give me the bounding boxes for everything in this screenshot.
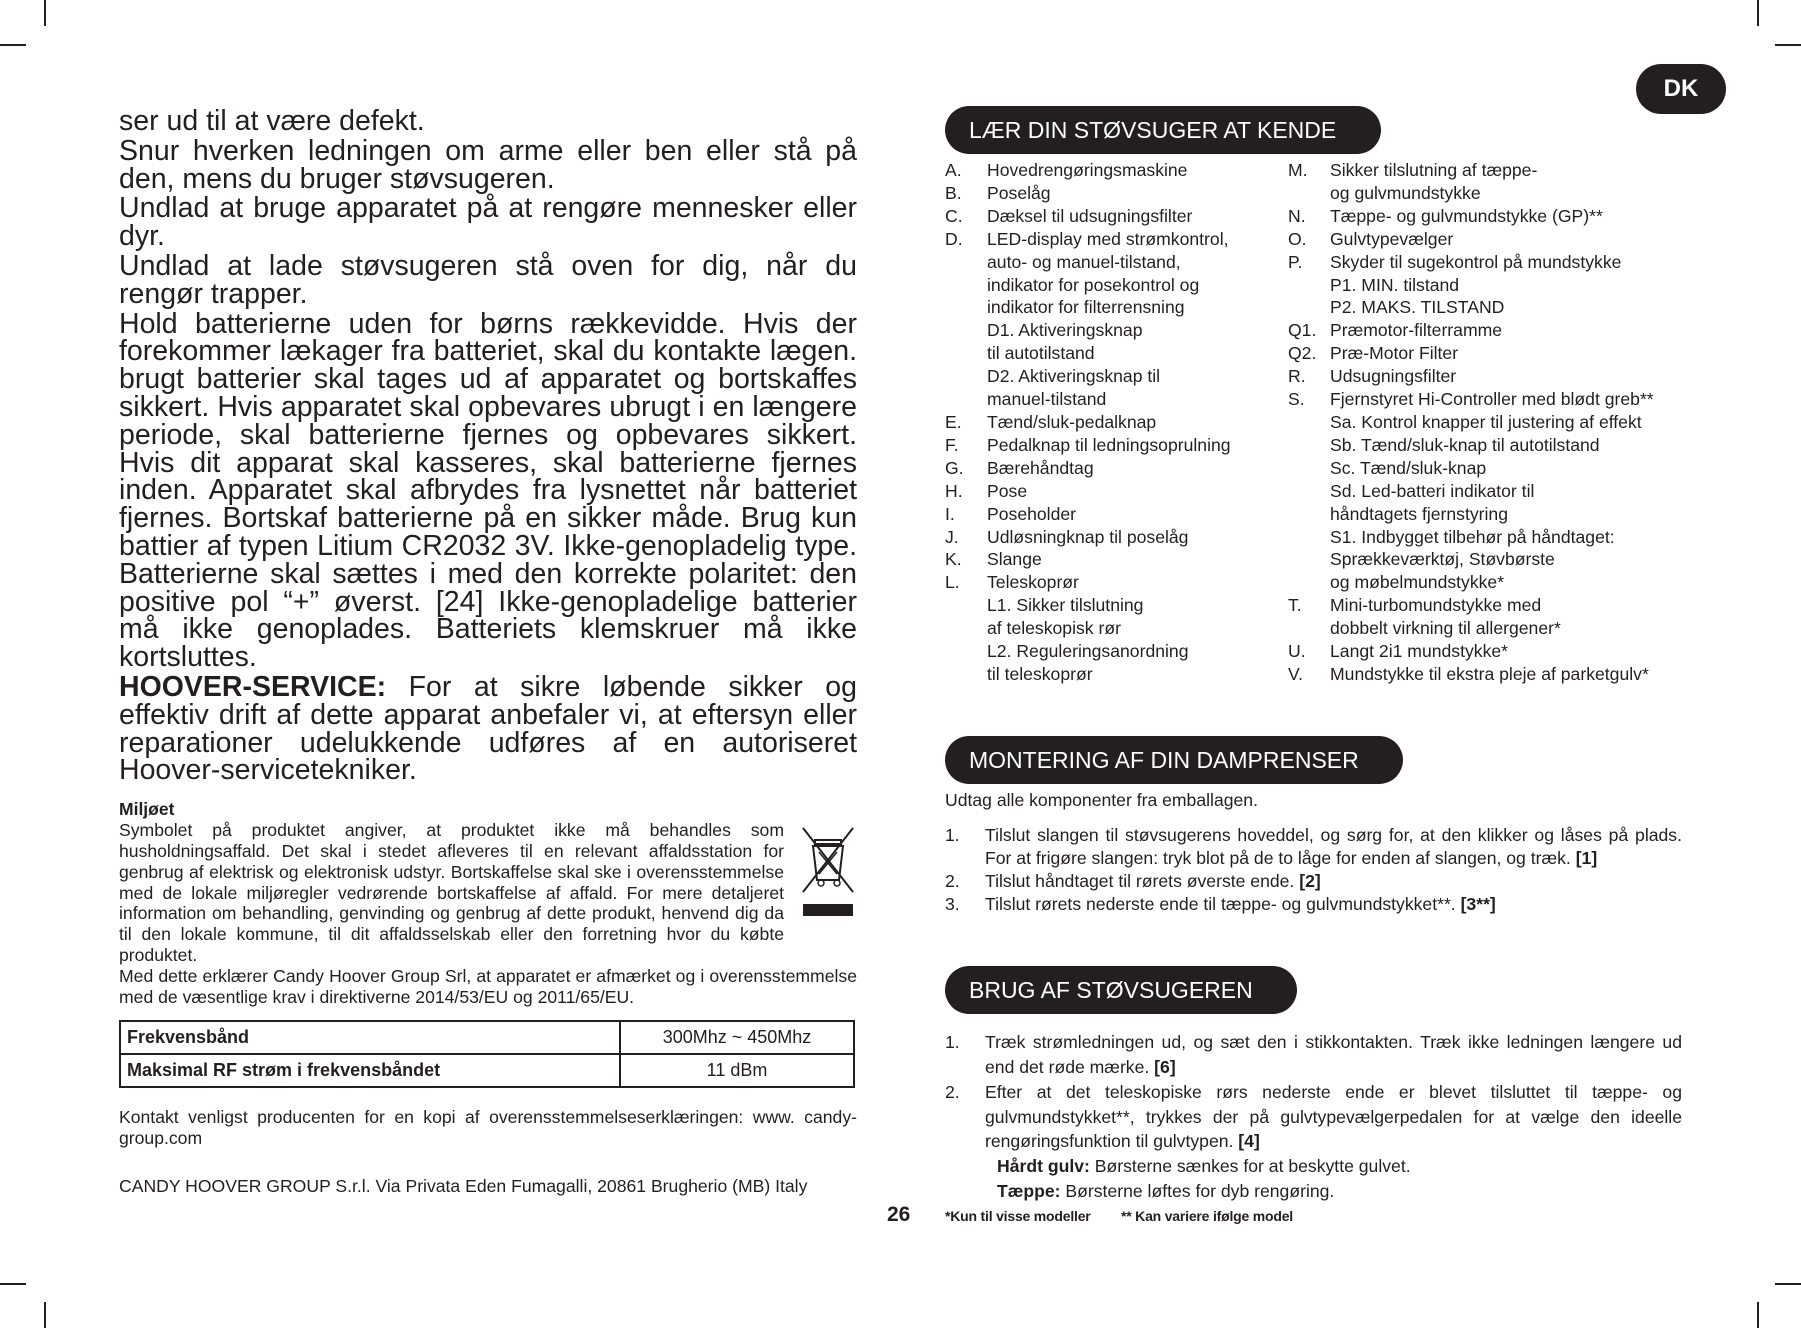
weee-crossed-bin-icon: [799, 824, 857, 924]
list-item: manuel-tilstand: [987, 389, 1107, 410]
list-item: E. Tænd/sluk-pedalknap: [945, 411, 1157, 432]
list-item: indikator for posekontrol og: [987, 274, 1200, 295]
paragraph: Hold batterierne uden for børns rækkevidde. Hvis der forekommer lækager fra batteriet, skal du kontakte lægen. brugt batterier skal tages ud af apparatet og bortskaffes sikkert. Hvis apparatet skal opbevares ubrugt i en længere periode, skal batterierne fjernes og opbevares sikkert. Hvis dit apparat skal kasseres, skal batterierne fjernes inden. Apparatet skal afbrydes fra lysnettet når batteriet fjernes. Bortskaf batterierne på en sikker måde. Brug kun battier af typen Litium CR2032 3V. Ikke-genopladelig type. Batterierne skal sættes i med den korrekte polaritet: den positive pol “+” øverst. [24] Ikke-genopladelige batterier må ikke genoplades. Batteriets klemskruer må ikke kortsluttes.: [119, 307, 857, 674]
contact-text: Kontakt venligst producenten for en kopi af overensstemmelseserklæringen: www. candy-group.com: [119, 1107, 857, 1149]
section-title-know-your-vacuum: LÆR DIN STØVSUGER AT KENDE: [945, 106, 1381, 154]
list-item: til teleskoprør: [987, 663, 1093, 684]
left-column: [119, 105, 857, 1197]
usage-steps: [945, 1030, 1682, 1204]
section-title-usage: BRUG AF STØVSUGEREN: [945, 966, 1297, 1014]
declaration-text: Med dette erklærer Candy Hoover Group Srl, at apparatet er afmærket og i overensstemmelse med de væsentlige krav i direktiverne 2014/53/EU og 2011/65/EU.: [119, 965, 857, 1007]
list-item: B. Poselåg: [945, 182, 1051, 203]
list-item: L1. Sikker tilslutning: [987, 595, 1144, 616]
list-item: og gulvmundstykke: [1330, 182, 1481, 203]
list-item: N. Tæppe- og gulvmundstykke (GP)**: [1288, 205, 1603, 226]
paragraph: Undlad at lade støvsugeren stå oven for dig, når du rengør trapper.: [119, 249, 857, 310]
list-item: 1. Træk strømledningen ud, og sæt den i stikkontakten. Træk ikke ledningen længere ud end det røde mærke. [6]: [945, 1032, 1682, 1077]
assembly-intro: Udtag alle komponenter fra emballagen.: [945, 790, 1258, 810]
list-item: L. Teleskoprør: [945, 572, 1079, 593]
rf-value: 11 dBm: [620, 1054, 854, 1087]
list-item: af teleskopisk rør: [987, 618, 1121, 639]
service-paragraph: [119, 670, 857, 787]
list-item: A. Hovedrengøringsmaskine: [945, 160, 1188, 180]
list-item: T. Mini-turbomundstykke med: [1288, 595, 1542, 616]
list-item: 1. Tilslut slangen til støvsugerens hoveddel, og sørg for, at den klikker og låses på plads. For at frigøre slangen: tryk blot på de to låge for enden af slangen, og træk. [1]: [945, 825, 1682, 868]
list-item: D. LED-display med strømkontrol,: [945, 228, 1229, 249]
paragraph: Undlad at bruge apparatet på at rengøre mennesker eller dyr.: [119, 192, 857, 253]
service-text: For at sikre løbende sikker og effektiv drift af dette apparat anbefaler vi, at eftersyn eller reparationer udelukkende udføres af en autoriseret Hoover-servicetekniker.: [119, 670, 857, 787]
list-item: Q1. Præmotor-filterramme: [1288, 320, 1503, 341]
parts-list-col2: [1288, 159, 1688, 686]
list-item: Sb. Tænd/sluk-knap til autotilstand: [1330, 434, 1600, 455]
list-item: 2. Tilslut håndtaget til rørets øverste ende. [2]: [945, 871, 1321, 891]
list-item: H. Pose: [945, 480, 1028, 501]
environment-block: [119, 820, 857, 966]
list-item: Q2. Præ-Motor Filter: [1288, 343, 1459, 364]
paragraph: Snur hverken ledningen om arme eller ben eller stå på den, mens du bruger støvsugeren.: [119, 134, 857, 195]
footnote-some-models: *Kun til visse modeller: [945, 1208, 1091, 1224]
list-item: P. Skyder til sugekontrol på mundstykke: [1288, 251, 1622, 272]
rf-table: [119, 1020, 855, 1088]
list-item: K. Slange: [945, 549, 1042, 570]
list-item: C. Dæksel til udsugningsfilter: [945, 205, 1193, 226]
list-item: Sprækkeværktøj, Støvbørste: [1330, 549, 1555, 570]
table-row: [120, 1021, 854, 1054]
list-item: og møbelmundstykke*: [1330, 572, 1505, 593]
list-item: D2. Aktiveringsknap til: [987, 366, 1161, 387]
list-item: 2. Efter at det teleskopiske rørs nederste ende er blevet tilsluttet til tæppe- og gulvmundstykket**, trykkes der på gulvtypevælgerpedalen for at vælge den ideelle rengøringsfunktion til gulvtypen. [4]: [945, 1082, 1682, 1151]
parts-list-col1: [945, 159, 1275, 686]
list-item: L2. Reguleringsanordning: [987, 641, 1189, 662]
rf-value: 300Mhz ~ 450Mhz: [620, 1021, 854, 1054]
list-item: D1. Aktiveringsknap: [987, 320, 1143, 341]
hard-floor-note: Hårdt gulv: Børsterne sænkes for at beskytte gulvet.: [997, 1155, 1411, 1176]
list-item: U. Langt 2i1 mundstykke*: [1288, 641, 1508, 662]
assembly-steps: [945, 824, 1682, 916]
carpet-note: Tæppe: Børsterne løftes for dyb rengøring.: [997, 1180, 1335, 1201]
list-item: til autotilstand: [987, 343, 1095, 364]
paragraph: ser ud til at være defekt.: [119, 105, 425, 137]
rf-label: Maksimal RF strøm i frekvensbåndet: [120, 1054, 620, 1087]
environment-title: Miljøet: [119, 799, 175, 820]
list-item: F. Pedalknap til ledningsoprulning: [945, 434, 1231, 455]
rf-label: Frekvensbånd: [120, 1021, 620, 1054]
list-item: S. Fjernstyret Hi-Controller med blødt greb**: [1288, 389, 1654, 410]
list-item: S1. Indbygget tilbehør på håndtaget:: [1330, 526, 1615, 547]
list-item: G. Bærehåndtag: [945, 457, 1094, 478]
address-text: CANDY HOOVER GROUP S.r.l. Via Privata Eden Fumagalli, 20861 Brugherio (MB) Italy: [119, 1175, 808, 1196]
page-number: 26: [887, 1203, 911, 1226]
list-item: Sd. Led-batteri indikator til: [1330, 480, 1535, 501]
list-item: håndtagets fjernstyring: [1330, 503, 1508, 524]
list-item: M. Sikker tilslutning af tæppe-: [1288, 160, 1538, 180]
list-item: O. Gulvtypevælger: [1288, 228, 1454, 249]
footnote-may-vary: ** Kan variere ifølge model: [1121, 1208, 1293, 1224]
list-item: Sc. Tænd/sluk-knap: [1330, 457, 1487, 478]
list-item: R. Udsugningsfilter: [1288, 366, 1457, 387]
language-badge: DK: [1636, 64, 1726, 114]
list-item: V. Mundstykke til ekstra pleje af parketgulv*: [1288, 663, 1649, 684]
list-item: auto- og manuel-tilstand,: [987, 251, 1181, 272]
list-item: 3. Tilslut rørets nederste ende til tæppe- og gulvmundstykket**. [3**]: [945, 894, 1496, 914]
list-item: indikator for filterrensning: [987, 297, 1185, 318]
list-item: P2. MAKS. TILSTAND: [1330, 297, 1505, 318]
list-item: I. Poseholder: [945, 503, 1077, 524]
list-item: J. Udløsningknap til poselåg: [945, 526, 1189, 547]
environment-text: Symbolet på produktet angiver, at produktet ikke må behandles som husholdningsaffald. Det skal i stedet afleveres til en relevant affaldsstation for genbrug af elektrisk og elektronisk udstyr. Bortskaffelse skal ske i overensstemmelse med de lokale miljøregler vedrørende bortskaffelse af affald. For mere detaljeret information om behandling, genvinding og genbrug af dette produkt, henvend dig da til den lokale kommune, til dit affaldsselskab eller den forretning hvor du købte produktet.: [119, 820, 784, 965]
list-item: P1. MIN. tilstand: [1330, 274, 1460, 295]
service-label: HOOVER-SERVICE:: [119, 670, 387, 703]
section-title-assembly: MONTERING AF DIN DAMPRENSER: [945, 736, 1403, 784]
list-item: dobbelt virkning til allergener*: [1330, 618, 1561, 639]
list-item: Sa. Kontrol knapper til justering af effekt: [1330, 411, 1642, 432]
table-row: [120, 1054, 854, 1087]
